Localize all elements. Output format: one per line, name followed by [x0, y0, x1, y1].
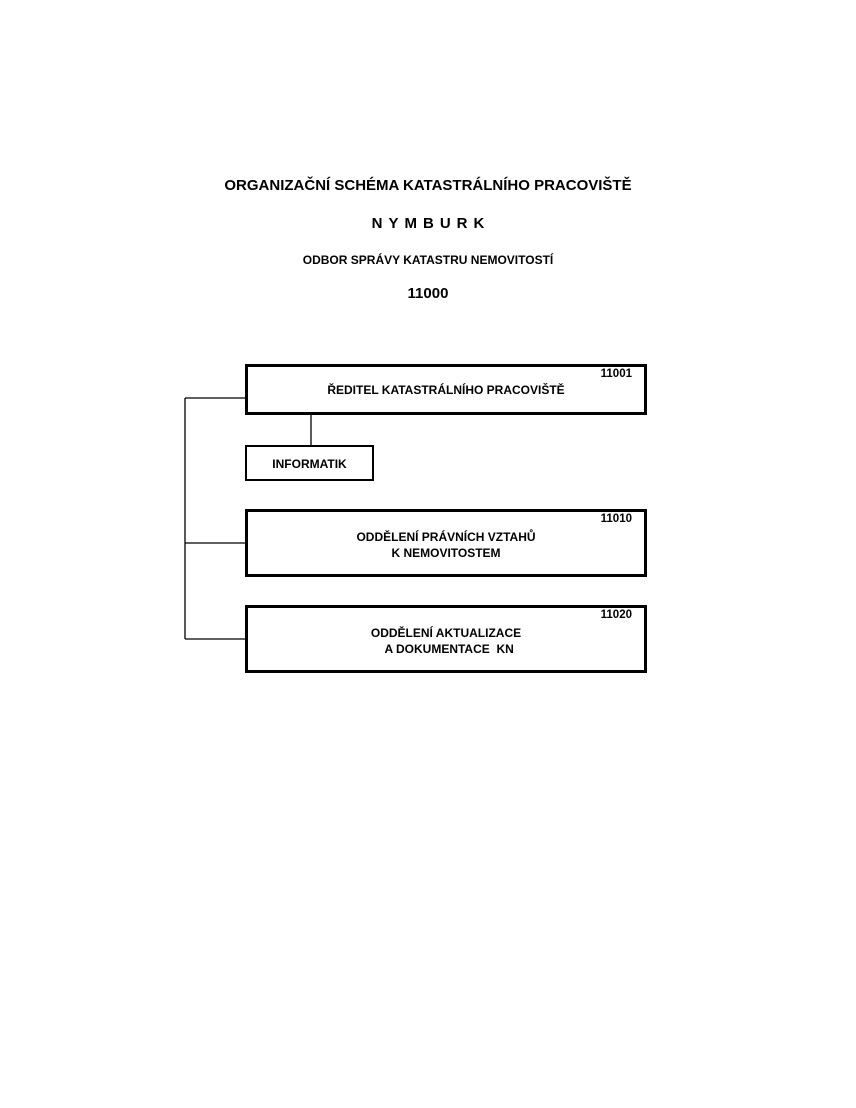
update-department-box [245, 605, 647, 673]
director-code: 11001 [600, 368, 632, 380]
legal-department-code: 11010 [600, 513, 632, 525]
update-department-code: 11020 [600, 609, 632, 621]
update-department-label: ODDĚLENÍ AKTUALIZACE A DOKUMENTACE KN [370, 626, 522, 656]
director-label: ŘEDITEL KATASTRÁLNÍHO PRACOVIŠTĚ [327, 383, 565, 397]
department-name: ODBOR SPRÁVY KATASTRU NEMOVITOSTÍ [302, 253, 554, 267]
informatik-box [245, 445, 374, 481]
city-name: NYMBURK [371, 215, 491, 232]
department-code: 11000 [407, 285, 449, 302]
legal-department-label: ODDĚLENÍ PRÁVNÍCH VZTAHŮ K NEMOVITOSTEM [356, 530, 536, 560]
legal-department-box [245, 509, 647, 577]
chart-title: ORGANIZAČNÍ SCHÉMA KATASTRÁLNÍHO PRACOVIŠTĚ [224, 177, 632, 194]
informatik-label: INFORMATIK [272, 457, 347, 471]
director-box [245, 364, 647, 415]
